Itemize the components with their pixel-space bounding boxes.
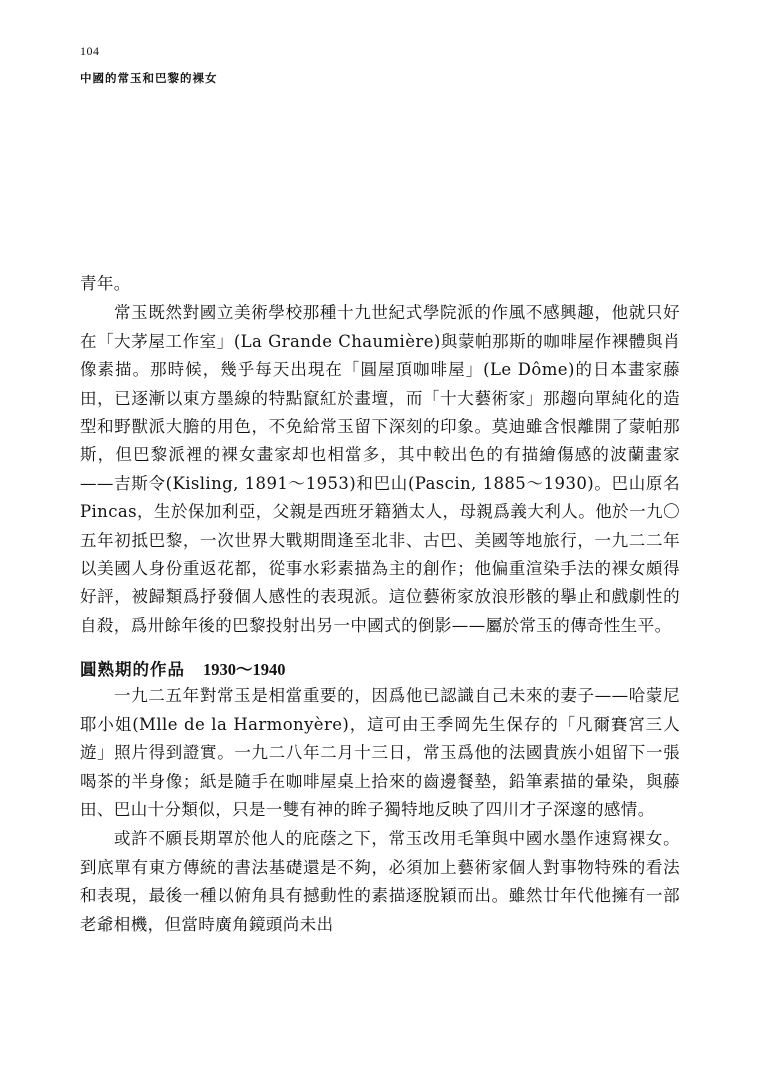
body-text-block [80, 270, 680, 940]
paragraph-orphan-line: 青年。 [80, 274, 131, 293]
running-head: 中國的常玉和巴黎的裸女 [80, 71, 218, 85]
section-heading [80, 656, 680, 680]
page-number: 104 [80, 44, 100, 58]
paragraph-brush-ink: 或許不願長期罩於他人的庇蔭之下，常玉改用毛筆與中國水墨作速寫裸女。到底單有東方傳統的書法基礎還是不夠，必須加上藝術家個人對事物特殊的看法和表現，最後一種以俯角具有撼動性的素描逐脫穎而出。雖然廿年代他擁有一部老爺相機，但當時廣角鏡頭尚未出 [80, 829, 680, 934]
paragraph-1925-marriage: 一九二五年對常玉是相當重要的，因爲他已認識自己未來的妻子——哈蒙尼耶小姐(Mlle de la Harmonyère)，這可由王季岡先生保存的「凡爾賽宮三人遊」照片得到證實。一九二八年二月十三日，常玉爲他的法國貴族小姐留下一張喝茶的半身像；紙是隨手在咖啡屋桌上拾來的齒邊餐墊，鉛筆素描的暈染，與藤田、巴山十分類似，只是一雙有神的眸子獨特地反映了四川才子深邃的感情。 [80, 686, 680, 819]
section-heading-title: 圓熟期的作品 [80, 660, 185, 680]
paragraph-chang-yu-academy: 常玉既然對國立美術學校那種十九世紀式學院派的作風不感興趣，他就只好在「大茅屋工作室」(La Grande Chaumière)與蒙帕那斯的咖啡屋作裸體與肖像素描。那時候，幾乎每天出現在「圓屋頂咖啡屋」(Le Dôme)的日本畫家藤田，已逐漸以東方墨線的特點竄紅於畫壇，而「十大藝術家」那趨向單純化的造型和野獸派大膽的用色，不免給常玉留下深刻的印象。莫迪雖含恨離開了蒙帕那斯，但巴黎派裡的裸女畫家却也相當多，其中較出色的有描繪傷感的波蘭畫家——吉斯令(Kisling, 1891～1953)和巴山(Pascin, 1885～1930)。巴山原名 Pincas，生於保加利亞，父親是西班牙籍猶太人，母親爲義大利人。他於一九〇五年初抵巴黎，一次世界大戰期間逢至北非、古巴、美國等地旅行，一九二二年以美國人身份重返花都，從事水彩素描為主的創作；他偏重渲染手法的裸女頗得好評，被歸類爲抒發個人感性的表現派。這位藝術家放浪形骸的擧止和戲劇性的自殺，爲卅餘年後的巴黎投射出另一中國式的倒影——屬於常玉的傳奇性生平。 [80, 303, 680, 635]
section-heading-range: 1930～1940 [203, 660, 286, 680]
